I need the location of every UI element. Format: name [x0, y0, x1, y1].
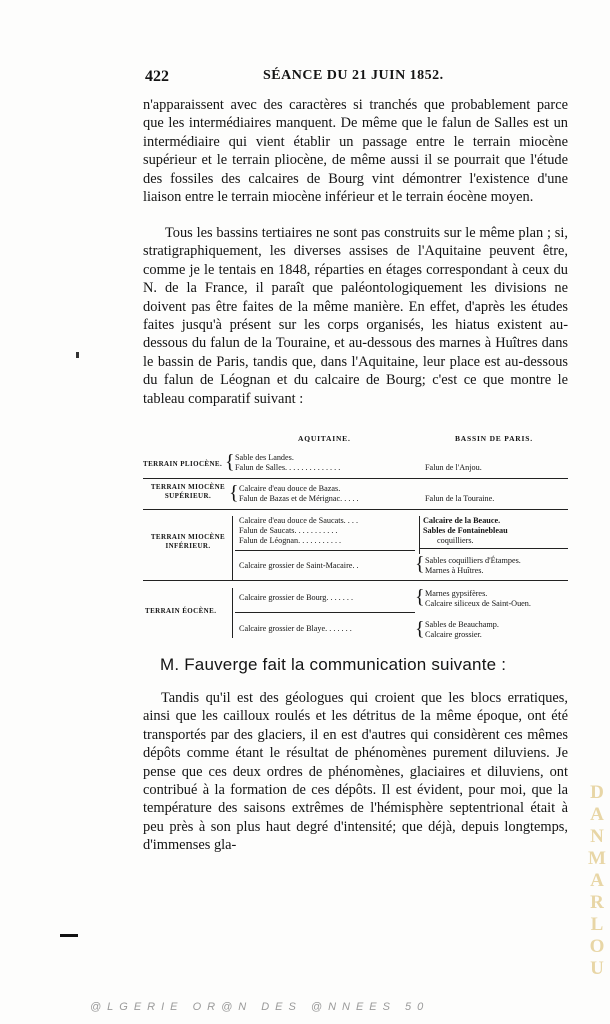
table-cell: Sables de Fontainebleau: [423, 526, 508, 535]
table-cell: Calcaire d'eau douce de Bazas.: [239, 484, 341, 493]
table-cell: Sables de Beauchamp.: [425, 620, 499, 629]
running-title: SÉANCE DU 21 JUIN 1852.: [263, 68, 444, 83]
table-cell: Falun de Salles. . . . . . . . . . . . . .: [235, 463, 341, 472]
table-cell: Marnes gypsifères.: [425, 589, 488, 598]
row-label-line: SUPÉRIEUR.: [164, 492, 212, 500]
page-number: 422: [145, 68, 169, 85]
table-bracket: [232, 588, 233, 638]
table-cell: Calcaire de la Beauce.: [423, 516, 501, 525]
row-label-miocene-sup: [143, 483, 233, 501]
table-cell: Calcaire siliceux de Saint-Ouen.: [425, 599, 531, 608]
margin-mark: [60, 934, 78, 937]
table-rule: [143, 580, 568, 581]
row-label-line: INFÉRIEUR.: [165, 542, 211, 550]
row-label-miocene-inf: [143, 533, 233, 551]
table-cell: Calcaire grossier.: [425, 630, 482, 639]
brace-icon: {: [229, 482, 239, 504]
table-rule: [235, 550, 415, 551]
side-watermark: DANMARLOU: [588, 782, 606, 979]
comparative-table: [143, 430, 568, 640]
table-rule: [235, 612, 415, 613]
table-cell: Marnes à Huîtres.: [425, 566, 484, 575]
column-header-aquitaine: AQUITAINE.: [298, 434, 351, 443]
table-cell: Falun de Léognan. . . . . . . . . . .: [239, 536, 342, 545]
paragraph-continuation: n'apparaissent avec des caractères si tranchés que probablement parce que les intermédiaires manquent. De même que le falun de Salles est un intermédiaire qui vient établir un passage entre le terrain miocène supérieur et le terrain pliocène, de même aussi il se pourrait que l'étude des fossiles des calcaires de Bourg vint démontrer l'existence d'une liaison entre le terrain miocène inférieur et le terrain éocène moyen.: [143, 97, 568, 206]
row-label-eocene: TERRAIN ÉOCÈNE.: [145, 607, 217, 615]
table-cell: coquilliers.: [437, 536, 474, 545]
table-rule: [143, 509, 568, 510]
paragraph-bassins: Tous les bassins tertiaires ne sont pas construits sur le même plan ; si, stratigraphiquement, les diverses assises de l'Aquitaine peuvent être, comme je le tentais en 1848, réparties en étages correspondant à ceux du N. de la France, il paraît que paléontologiquement les divisions ne doivent pas être faites de la même manière. En effet, d'après les études faites jusqu'à présent sur les corps organisés, les hiatus existent au-dessous du falun de la Touraine, et au-dessous des marnes à Huîtres dans le bassin de Paris, tandis que, dans l'Aquitaine, leur place est au-dessous du falun de Léognan et du calcaire de Bourg; c'est ce que montre le tableau comparatif suivant :: [143, 225, 568, 407]
table-cell: Calcaire grossier de Bourg. . . . . . .: [239, 593, 353, 602]
brace-icon: {: [415, 586, 425, 608]
row-label-pliocene: TERRAIN PLIOCÈNE.: [143, 460, 223, 468]
table-cell: Calcaire grossier de Blaye. . . . . . .: [239, 624, 352, 633]
table-cell: Falun de Saucats. . . . . . . . . . .: [239, 526, 338, 535]
brace-icon: {: [415, 553, 425, 575]
paragraph-fauverge: Tandis qu'il est des géologues qui croient que les blocs erratiques, ainsi que les cailloux roulés et les détritus de la même époque, ont été transportés par des glaciers, il en est d'autres qui considèrent ces mêmes dépôts comme étant le résultat de phénomènes purement diluviens. Je pense que ces deux ordres de phénomènes, glaciaires et diluviens, ont contribué à la formation de ces dépôts. Il est évident, pour moi, que la température des saisons extrêmes de l'hémisphère septentrional était à peu près à son plus haut degré d'intensité; que déjà, depuis longtemps, d'immenses gla-: [143, 690, 568, 854]
table-cell: Sables coquilliers d'Étampes.: [425, 556, 521, 565]
table-rule: [143, 478, 568, 479]
section-heading: M. Fauverge fait la communication suivante :: [160, 655, 507, 674]
table-rule: [419, 548, 568, 549]
margin-mark: [76, 352, 79, 358]
row-label-line: TERRAIN MIOCÈNE: [150, 483, 226, 491]
brace-icon: {: [415, 618, 425, 640]
table-cell: Sable des Landes.: [235, 453, 294, 462]
table-cell: Calcaire grossier de Saint-Macaire. .: [239, 561, 359, 570]
brace-icon: {: [225, 451, 235, 473]
table-cell: Falun de la Touraine.: [425, 494, 495, 503]
footer-watermark: @LGERIE OR@N DES @NNEES 50: [90, 1001, 430, 1013]
row-label-line: TERRAIN MIOCÈNE: [150, 533, 226, 541]
table-bracket: [232, 516, 233, 580]
page-header: [145, 68, 565, 90]
table-cell: Calcaire d'eau douce de Saucats. . . .: [239, 516, 359, 525]
table-cell: Falun de l'Anjou.: [425, 463, 482, 472]
table-cell: Falun de Bazas et de Mérignac. . . . .: [239, 494, 359, 503]
column-header-paris: BASSIN DE PARIS.: [455, 434, 533, 443]
